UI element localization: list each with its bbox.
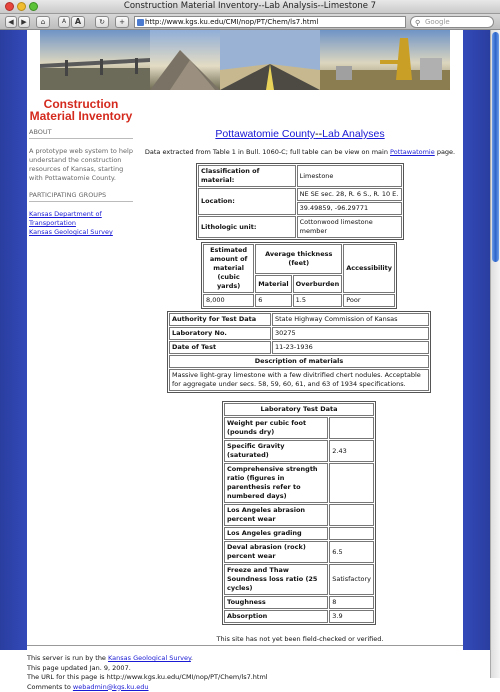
intro-text bbox=[137, 148, 463, 157]
lab-row-value: 8 bbox=[329, 596, 374, 609]
location-value-legal: NE SE sec. 28, R. 6 S., R. 10 E. bbox=[297, 188, 402, 201]
lab-row-label: Los Angeles grading bbox=[224, 527, 328, 540]
thickness-header: Average thickness (feet) bbox=[255, 244, 342, 274]
date-of-test-label: Date of Test bbox=[169, 341, 271, 354]
text-larger-button[interactable]: A bbox=[71, 16, 85, 28]
browser-toolbar bbox=[0, 14, 500, 30]
location-label: Location: bbox=[198, 188, 296, 215]
lab-test-header: Laboratory Test Data bbox=[224, 403, 374, 416]
footer-run-by bbox=[27, 654, 463, 664]
overburden-value: 1.5 bbox=[293, 294, 343, 307]
lab-row-value bbox=[329, 417, 374, 439]
window-titlebar bbox=[0, 0, 500, 14]
lithologic-unit-label: Lithologic unit: bbox=[198, 216, 296, 238]
forward-button[interactable]: ▶ bbox=[18, 16, 30, 28]
add-bookmark-button[interactable]: + bbox=[115, 16, 129, 28]
authority-value: State Highway Commission of Kansas bbox=[272, 313, 429, 326]
county-link[interactable]: Pottawatomie County bbox=[215, 128, 315, 140]
address-bar-url: http://www.kgs.ku.edu/CMI/nop/PT/Chem/ls7.html bbox=[145, 18, 318, 26]
search-icon: ⚲ bbox=[415, 18, 420, 29]
material-value: 6 bbox=[255, 294, 291, 307]
accessibility-header: Accessibility bbox=[343, 244, 395, 293]
lab-row-label: Weight per cubic foot (pounds dry) bbox=[224, 417, 328, 439]
right-page-border bbox=[463, 30, 490, 650]
intro-suffix: page. bbox=[435, 148, 455, 156]
laboratory-no-value: 30275 bbox=[272, 327, 429, 340]
back-button[interactable]: ◀ bbox=[5, 16, 17, 28]
lab-analyses-link[interactable]: Lab Analyses bbox=[322, 128, 384, 140]
lab-row-value bbox=[329, 504, 374, 526]
date-of-test-value: 11-23-1936 bbox=[272, 341, 429, 354]
page-viewport bbox=[0, 30, 490, 678]
footer-updated: This page updated Jan. 9, 2007. bbox=[27, 664, 463, 674]
lab-row-value: Satisfactory bbox=[329, 564, 374, 595]
intro-prefix: Data extracted from Table 1 in Bull. 1060-C; full table can be view on main bbox=[145, 148, 390, 156]
about-heading: ABOUT bbox=[29, 128, 133, 139]
lab-row-label: Specific Gravity (saturated) bbox=[224, 440, 328, 462]
page-footer bbox=[27, 645, 463, 692]
thickness-table bbox=[201, 242, 397, 309]
classification-table bbox=[196, 163, 404, 240]
classification-value: Limestone bbox=[297, 165, 402, 187]
link-kansas-dot[interactable]: Kansas Department of Transportation bbox=[29, 210, 133, 228]
search-field[interactable] bbox=[410, 16, 494, 28]
footer-kgs-link[interactable]: Kansas Geological Survey bbox=[108, 654, 191, 662]
lab-row-value: 3.9 bbox=[329, 610, 374, 623]
location-value-coords: 39.49859, -96.29771 bbox=[297, 202, 402, 215]
accessibility-value: Poor bbox=[343, 294, 395, 307]
header-banner-image bbox=[40, 30, 450, 90]
overburden-header: Overburden bbox=[293, 275, 343, 293]
reload-button[interactable]: ↻ bbox=[95, 16, 109, 28]
title-separator: -- bbox=[315, 128, 322, 140]
verification-notice: This site has not yet been field-checked or verified. bbox=[137, 635, 463, 644]
footer-comments-prefix: Comments to bbox=[27, 683, 73, 691]
amount-header: Estimated amount of material (cubic yards) bbox=[203, 244, 254, 293]
footer-run-suffix: . bbox=[191, 654, 193, 662]
home-button[interactable]: ⌂ bbox=[36, 16, 50, 28]
footer-run-prefix: This server is run by the bbox=[27, 654, 108, 662]
lab-row-value bbox=[329, 527, 374, 540]
lab-row-value: 2.43 bbox=[329, 440, 374, 462]
site-title: Construction Material Inventory bbox=[27, 98, 135, 122]
lab-row-value: 6.5 bbox=[329, 541, 374, 563]
link-kansas-geological-survey[interactable]: Kansas Geological Survey bbox=[29, 228, 133, 237]
vertical-scrollbar[interactable] bbox=[490, 30, 500, 678]
footer-email-link[interactable]: webadmin@kgs.ku.edu bbox=[73, 683, 149, 691]
lab-row-label: Absorption bbox=[224, 610, 328, 623]
text-smaller-button[interactable]: A bbox=[58, 16, 70, 28]
authority-table bbox=[167, 311, 431, 393]
lab-test-table bbox=[222, 401, 376, 625]
lab-row-value bbox=[329, 463, 374, 503]
window-title: Construction Material Inventory--Lab Analysis--Limestone 7 bbox=[0, 1, 500, 11]
lab-row-label: Comprehensive strength ratio (figures in parenthesis refer to numbered days) bbox=[224, 463, 328, 503]
material-header: Material bbox=[255, 275, 291, 293]
left-navigation bbox=[27, 90, 135, 305]
description-text: Massive light-gray limestone with a few divitrified chert nodules. Acceptable for aggregate under secs. 58, 59, 60, 61, and 63 of 1934 specifications. bbox=[169, 369, 429, 391]
authority-label: Authority for Test Data bbox=[169, 313, 271, 326]
page-title bbox=[137, 128, 463, 140]
participating-groups-heading: PARTICIPATING GROUPS bbox=[29, 191, 133, 202]
search-placeholder: Google bbox=[425, 18, 450, 26]
about-text: A prototype web system to help understand the construction resources of Kansas, starting with Pottawatomie County. bbox=[29, 147, 133, 183]
laboratory-no-label: Laboratory No. bbox=[169, 327, 271, 340]
amount-value: 8,000 bbox=[203, 294, 254, 307]
classification-label: Classification of material: bbox=[198, 165, 296, 187]
lab-row-label: Los Angeles abrasion percent wear bbox=[224, 504, 328, 526]
lab-row-label: Deval abrasion (rock) percent wear bbox=[224, 541, 328, 563]
footer-comments bbox=[27, 683, 463, 692]
address-bar[interactable] bbox=[134, 16, 406, 28]
footer-url: The URL for this page is http://www.kgs.ku.edu/CMI/nop/PT/Chem/ls7.html bbox=[27, 673, 463, 683]
pottawatomie-link[interactable]: Pottawatomie bbox=[390, 148, 435, 156]
main-content bbox=[137, 90, 463, 644]
banner-photo-collage bbox=[40, 30, 450, 90]
description-header: Description of materials bbox=[169, 355, 429, 368]
lithologic-unit-value: Cottonwood limestone member bbox=[297, 216, 402, 238]
lab-row-label: Toughness bbox=[224, 596, 328, 609]
scrollbar-thumb[interactable] bbox=[492, 32, 499, 262]
left-page-border bbox=[0, 30, 27, 650]
lab-row-label: Freeze and Thaw Soundness loss ratio (25 cycles) bbox=[224, 564, 328, 595]
site-icon bbox=[137, 19, 144, 26]
